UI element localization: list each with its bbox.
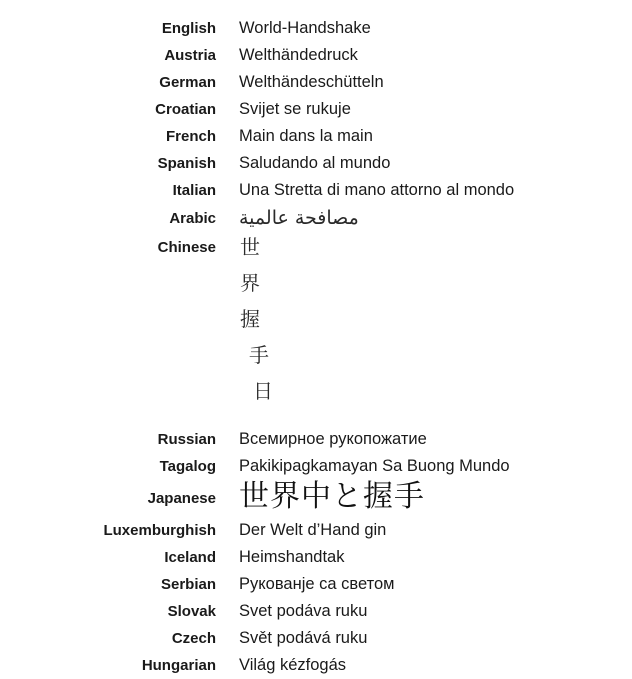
list-item xyxy=(0,177,632,204)
translation-text: Világ kézfogás xyxy=(239,656,347,674)
list-item xyxy=(0,205,632,232)
list-item xyxy=(0,69,632,96)
list-item xyxy=(0,150,632,177)
language-label: Slovak xyxy=(167,603,216,620)
chinese-character: 手 xyxy=(249,343,269,367)
language-label: Arabic xyxy=(169,210,216,227)
translation-text: Рукованје са светом xyxy=(239,575,395,593)
list-item xyxy=(0,544,632,571)
chinese-character: 握 xyxy=(240,307,260,331)
translation-text: Heimshandtak xyxy=(239,548,345,566)
list-item xyxy=(0,571,632,598)
translation-text: Svět podává ruku xyxy=(239,629,368,647)
list-item xyxy=(0,479,632,514)
language-label: Spanish xyxy=(157,155,216,172)
list-item xyxy=(0,453,632,480)
translation-text: Pakikipagkamayan Sa Buong Mundo xyxy=(239,457,510,475)
translation-text: مصافحة عالمية xyxy=(239,207,359,229)
list-item xyxy=(0,123,632,150)
language-label: English xyxy=(161,20,216,37)
translation-text: Der Welt d’Hand gin xyxy=(239,521,387,539)
translation-text: Main dans la main xyxy=(239,127,373,145)
language-label: Austria xyxy=(164,47,216,64)
language-label: Hungarian xyxy=(141,657,216,674)
list-item xyxy=(0,42,632,69)
list-item xyxy=(0,234,632,261)
language-label: Tagalog xyxy=(159,458,216,475)
list-item xyxy=(0,15,632,42)
language-label: Italian xyxy=(172,182,216,199)
language-label: Czech xyxy=(171,630,216,647)
list-item xyxy=(0,598,632,625)
language-label: Serbian xyxy=(160,576,216,593)
language-label: Japanese xyxy=(147,490,216,507)
chinese-character: 世 xyxy=(240,235,260,259)
list-item xyxy=(0,426,632,453)
list-item xyxy=(0,652,632,679)
translation-text: Saludando al mundo xyxy=(239,154,391,172)
language-label: Russian xyxy=(157,431,216,448)
translation-text: Всемирное рукопожатие xyxy=(239,430,427,448)
translation-text: Svet podáva ruku xyxy=(239,602,368,620)
translation-text: Welthändedruck xyxy=(239,46,358,64)
translation-text: Svijet se rukuje xyxy=(239,100,351,118)
language-label: Iceland xyxy=(164,549,216,566)
chinese-character: 日 xyxy=(253,379,273,403)
vertical-chinese-translation xyxy=(240,233,280,413)
translation-text: Welthändeschütteln xyxy=(239,73,384,91)
language-label: Chinese xyxy=(157,239,216,256)
language-label: Luxemburghish xyxy=(103,522,216,539)
translation-text: 世界中と握手 xyxy=(239,479,425,514)
language-label: Croatian xyxy=(155,101,216,118)
list-item xyxy=(0,517,632,544)
language-label: French xyxy=(165,128,216,145)
list-item xyxy=(0,96,632,123)
list-item xyxy=(0,625,632,652)
chinese-character: 界 xyxy=(240,271,260,295)
language-label: German xyxy=(159,74,216,91)
translation-text: Una Stretta di mano attorno al mondo xyxy=(239,181,515,199)
translation-text: World-Handshake xyxy=(239,19,371,37)
